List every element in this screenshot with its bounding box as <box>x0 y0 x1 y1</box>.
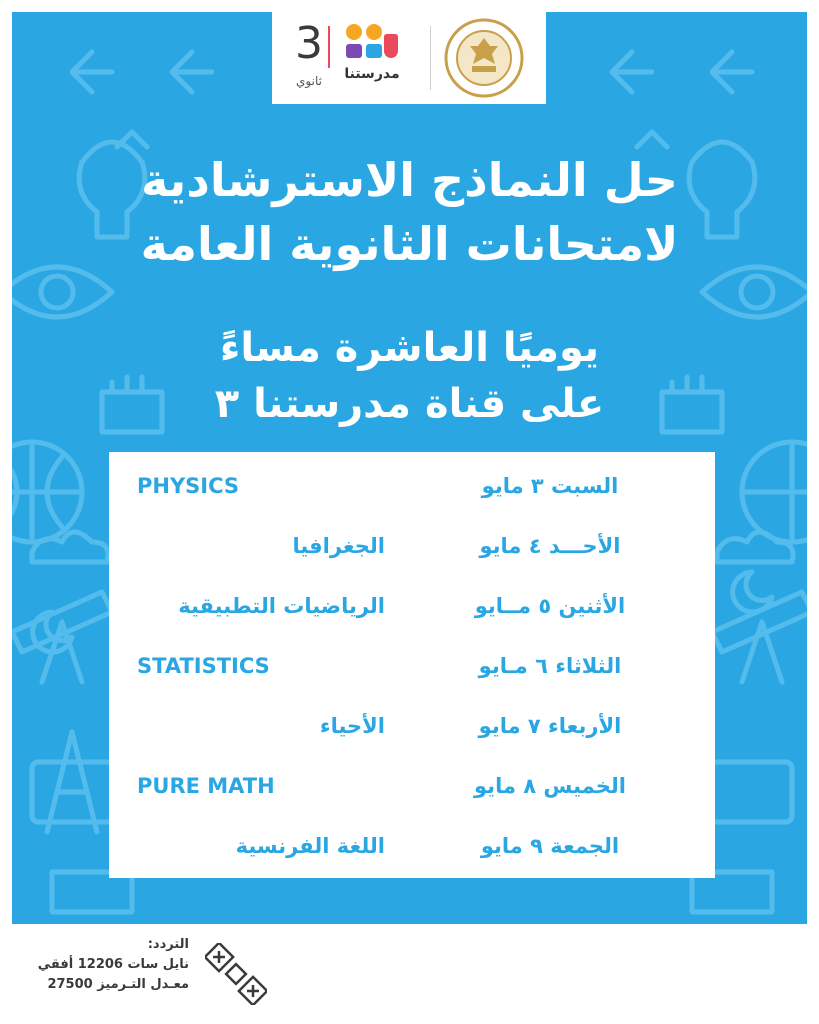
logo-blue-block <box>366 44 382 58</box>
schedule-subject: الجغرافيا <box>292 534 385 558</box>
schedule-row <box>109 826 715 866</box>
schedule-row <box>109 706 715 746</box>
schedule-subject: PURE MATH <box>137 774 275 798</box>
subtitle-line-2: على قناة مدرستنا ٣ <box>214 381 605 427</box>
schedule-subject: PHYSICS <box>137 474 240 498</box>
schedule-subject: اللغة الفرنسية <box>235 834 385 858</box>
frequency-info <box>0 935 189 995</box>
title-line-1: حل النماذج الاسترشادية <box>141 153 678 207</box>
schedule-subject: الرياضيات التطبيقية <box>178 594 385 618</box>
schedule-row <box>109 766 715 806</box>
subtitle-line-1: يوميًا العاشرة مساءً <box>219 325 600 371</box>
logo-divider <box>430 26 431 90</box>
channel-subtitle: ثانوي <box>296 74 322 88</box>
madrasetna-logo <box>344 22 400 98</box>
frequency-satellite: نايل سات 12206 أفقي <box>37 957 189 972</box>
schedule-row <box>109 526 715 566</box>
schedule-day: الأثنين ٥ مــايو <box>474 594 626 618</box>
channel-accent-bar <box>328 26 330 68</box>
schedule-row <box>109 466 715 506</box>
frequency-label: التردد: <box>147 937 189 952</box>
schedule-day: الثلاثاء ٦ مـايو <box>478 654 622 678</box>
schedule-subject: STATISTICS <box>137 654 270 678</box>
logo-orange-dot-2 <box>366 24 382 40</box>
subtitle <box>12 320 807 432</box>
satellite-icon <box>205 943 267 1005</box>
schedule-day: الخميس ٨ مايو <box>474 774 626 798</box>
schedule-subject: الأحياء <box>319 714 385 738</box>
channel-number: 3 <box>295 18 323 69</box>
logo-purple-block <box>346 44 362 58</box>
schedule-row <box>109 646 715 686</box>
title-line-2: لامتحانات الثانوية العامة <box>140 217 679 271</box>
logo-red-block <box>384 34 398 58</box>
frequency-footer <box>0 935 819 1024</box>
main-title <box>12 148 807 276</box>
schedule-day: الأحـــد ٤ مايو <box>479 534 621 558</box>
ministry-seal-icon <box>444 18 524 98</box>
schedule-row <box>109 586 715 626</box>
brand-name: مدرستنا <box>344 66 400 82</box>
schedule-day: الأربعاء ٧ مايو <box>478 714 622 738</box>
logo-banner <box>272 12 546 104</box>
schedule-day: الجمعة ٩ مايو <box>480 834 620 858</box>
schedule-day: السبت ٣ مايو <box>481 474 619 498</box>
logo-orange-dot <box>346 24 362 40</box>
frequency-symbol-rate: معـدل التـرميز 27500 <box>47 977 189 992</box>
schedule-table <box>109 452 715 878</box>
